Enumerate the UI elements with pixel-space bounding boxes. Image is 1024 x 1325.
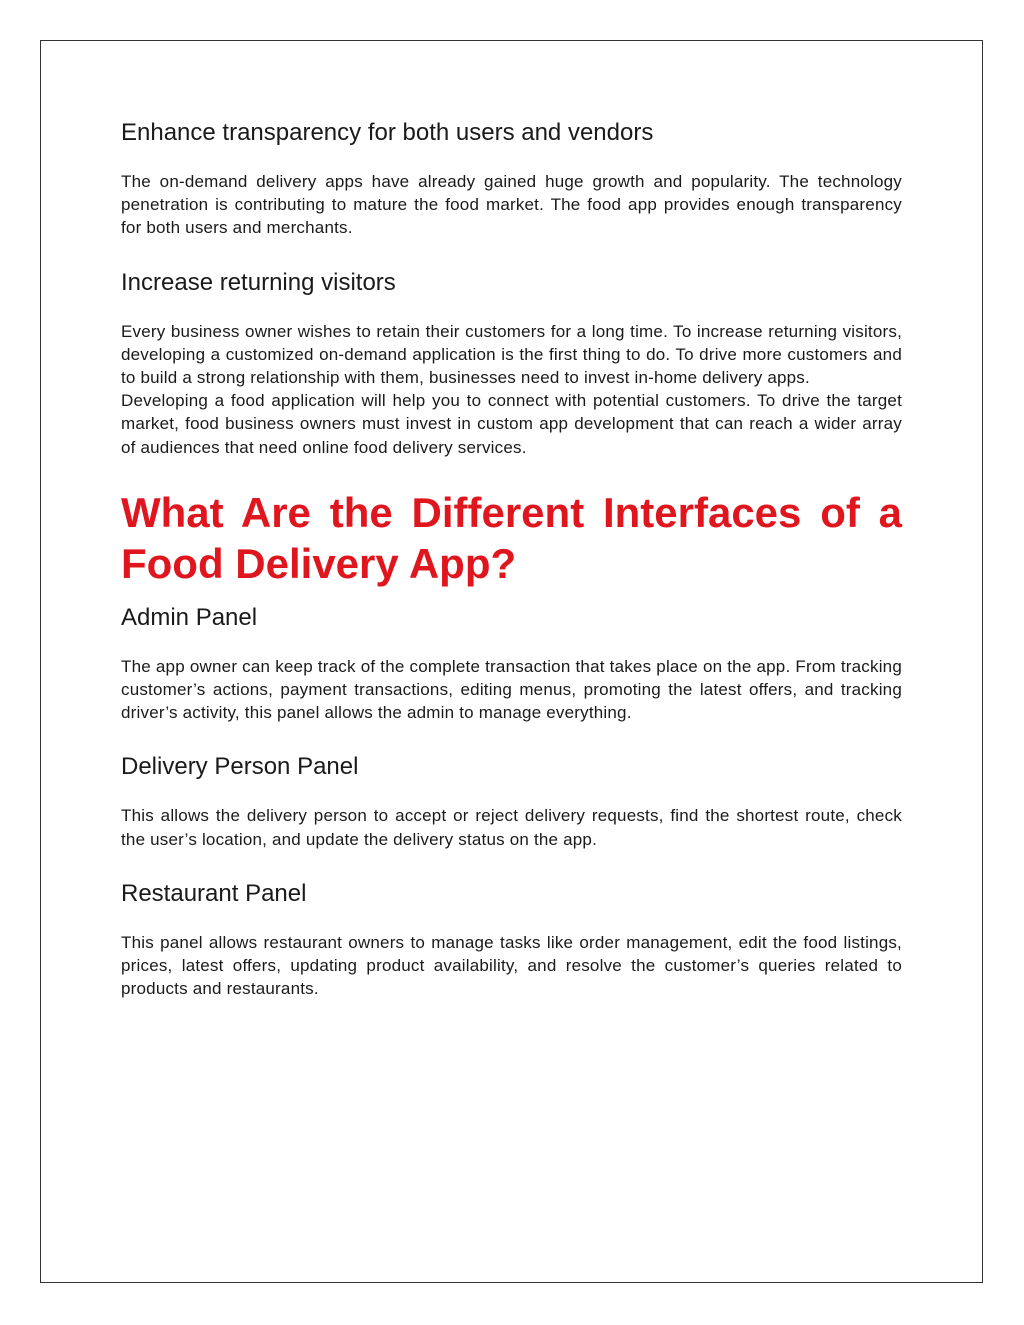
section-body-transparency: The on-demand delivery apps have already gained huge growth and popularity. The technology penetration is contributing to mature the food market. The food app provides enough transparency for both users and merchants. — [121, 172, 902, 238]
section-body-returning-2: Developing a food application will help you to connect with potential customers. To drive the target market, food business owners must invest in custom app development that can reach a wider array of audiences that need online food delivery services. — [121, 391, 902, 457]
section-body-returning-1: Every business owner wishes to retain their customers for a long time. To increase returning visitors, developing a customized on-demand application is the first thing to do. To drive more customers and to build a strong relationship with them, businesses need to invest in-home delivery apps. — [121, 321, 902, 388]
section-body-delivery: This allows the delivery person to accept or reject delivery requests, find the shortest route, check the user’s location, and update the delivery status on the app. — [121, 806, 902, 849]
document-content — [121, 118, 902, 1000]
section-title-delivery: Delivery Person Panel — [121, 753, 359, 781]
section-body-admin: The app owner can keep track of the complete transaction that takes place on the app. From tracking customer’s actions, payment transactions, editing menus, promoting the latest offers, and tracking driver’s activity, this panel allows the admin to manage everything. — [121, 656, 902, 723]
section-title-returning: Increase returning visitors — [121, 268, 396, 296]
section-title-admin: Admin Panel — [121, 603, 258, 631]
interfaces-heading: What Are the Different Interfaces of a Food Delivery App? — [121, 488, 902, 587]
section-title-restaurant: Restaurant Panel — [121, 879, 307, 907]
section-body-restaurant: This panel allows restaurant owners to manage tasks like order management, edit the food listings, prices, latest offers, updating product availability, and resolve the customer’s queries related to products and restaurants. — [121, 932, 902, 999]
section-title-transparency: Enhance transparency for both users and vendors — [121, 119, 654, 146]
